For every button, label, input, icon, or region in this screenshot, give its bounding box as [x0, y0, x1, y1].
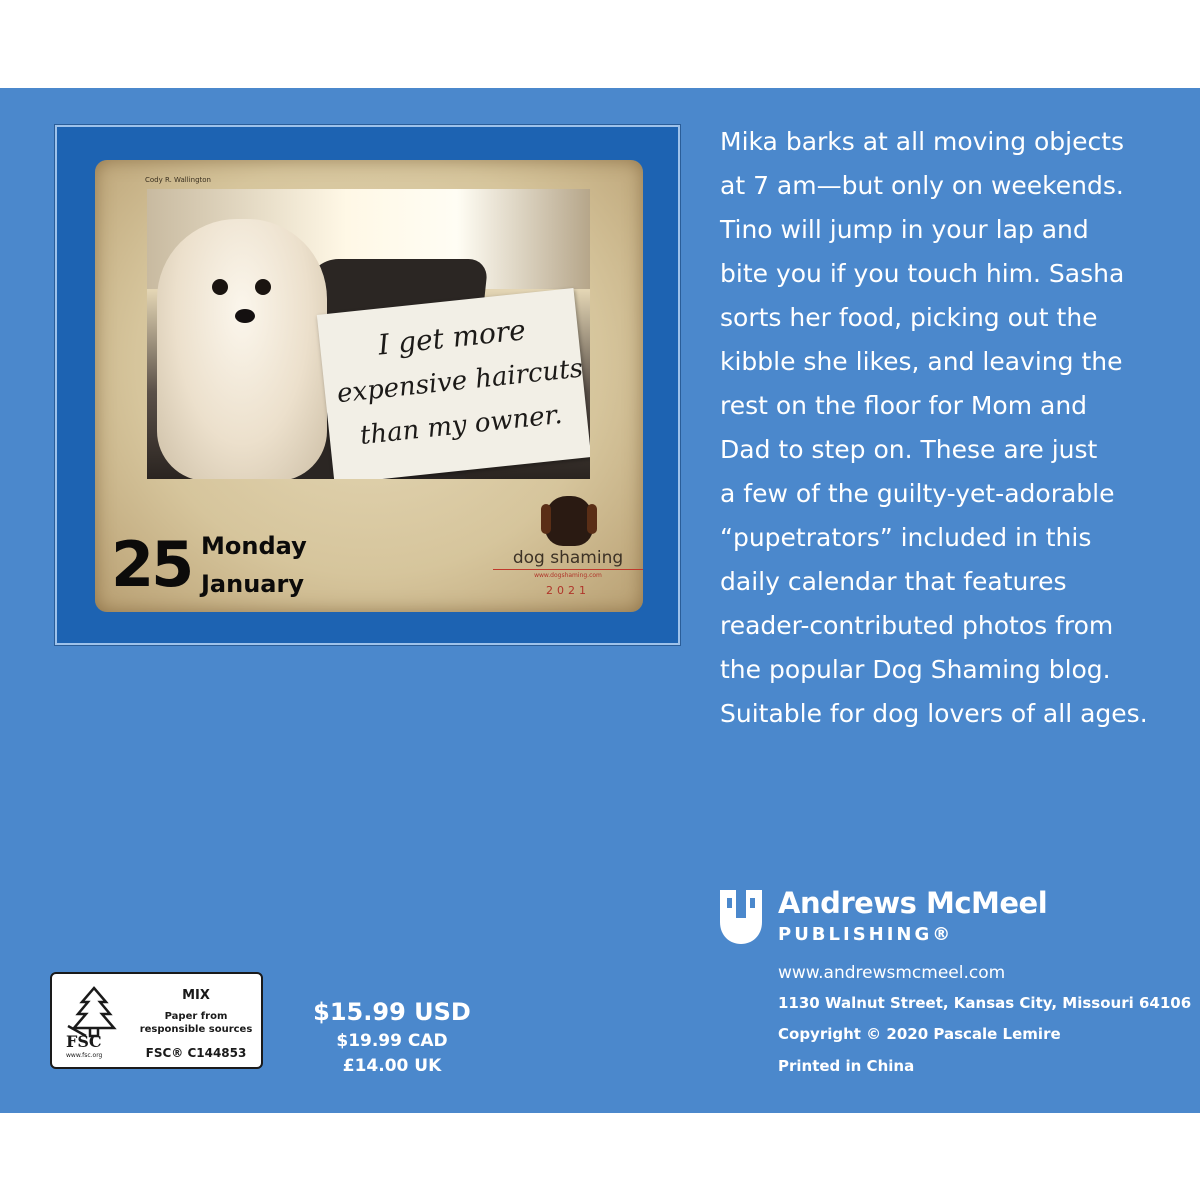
brand-year: 2021 [546, 584, 590, 597]
description-line: a few of the guilty-yet-adorable [720, 479, 1115, 508]
date-number: 25 [111, 528, 192, 601]
fsc-description: Paper from responsible sources [139, 1011, 253, 1035]
fsc-letters: FSC [66, 1032, 102, 1051]
publisher-subtitle: PUBLISHING® [778, 924, 954, 945]
fsc-mix: MIX [182, 988, 210, 1003]
dachshund-icon [545, 496, 593, 546]
description-line: daily calendar that features [720, 567, 1067, 596]
photo-credit: Cody R. Wallington [145, 176, 211, 184]
brand-name: dog shaming [493, 548, 643, 570]
description-line: bite you if you touch him. Sasha [720, 259, 1125, 288]
publisher-address: 1130 Walnut Street, Kansas City, Missouri 64106 [778, 994, 1192, 1012]
price-usd: $15.99 USD [313, 998, 471, 1026]
sign-line: expensive haircuts [335, 353, 585, 410]
fsc-site: www.fsc.org [66, 1052, 103, 1059]
dog [157, 219, 327, 479]
description [720, 120, 1190, 736]
description-line: rest on the floor for Mom and [720, 391, 1088, 420]
description-line: Dad to step on. These are just [720, 435, 1098, 464]
brand-url: www.dogshaming.com [534, 572, 602, 579]
sign-line: than my owner. [358, 399, 564, 452]
publisher-url[interactable]: www.andrewsmcmeel.com [778, 963, 1006, 983]
description-line: at 7 am—but only on weekends. [720, 171, 1124, 200]
fsc-badge [50, 972, 263, 1069]
dog-nose [235, 309, 255, 323]
back-cover [0, 88, 1200, 1113]
description-line: Suitable for dog lovers of all ages. [720, 699, 1148, 728]
description-line: Tino will jump in your lap and [720, 215, 1089, 244]
dog-photo [147, 189, 590, 479]
description-line: sorts her food, picking out the [720, 303, 1098, 332]
description-line: “pupetrators” included in this [720, 523, 1092, 552]
description-line: kibble she likes, and leaving the [720, 347, 1123, 376]
copyright: Copyright © 2020 Pascale Lemire [778, 1025, 1061, 1043]
calendar-page [95, 160, 643, 612]
calendar-preview-frame [55, 125, 680, 645]
shaming-sign [317, 288, 590, 479]
price-uk: £14.00 UK [342, 1056, 442, 1076]
description-line: the popular Dog Shaming blog. [720, 655, 1111, 684]
description-line: reader-contributed photos from [720, 611, 1114, 640]
publisher-name: Andrews McMeel [778, 886, 1048, 920]
dog-eye-right [255, 279, 271, 295]
printed-in: Printed in China [778, 1057, 915, 1075]
description-line: Mika barks at all moving objects [720, 127, 1125, 156]
price-cad: $19.99 CAD [336, 1031, 448, 1051]
andrews-mcmeel-logo-icon [718, 888, 764, 946]
fsc-code: FSC® C144853 [145, 1046, 247, 1060]
dog-eye-left [212, 279, 228, 295]
date-day: Monday [201, 532, 307, 560]
dog-shaming-logo [493, 496, 643, 606]
date-month: January [201, 570, 304, 598]
sign-line: I get more [376, 313, 528, 362]
